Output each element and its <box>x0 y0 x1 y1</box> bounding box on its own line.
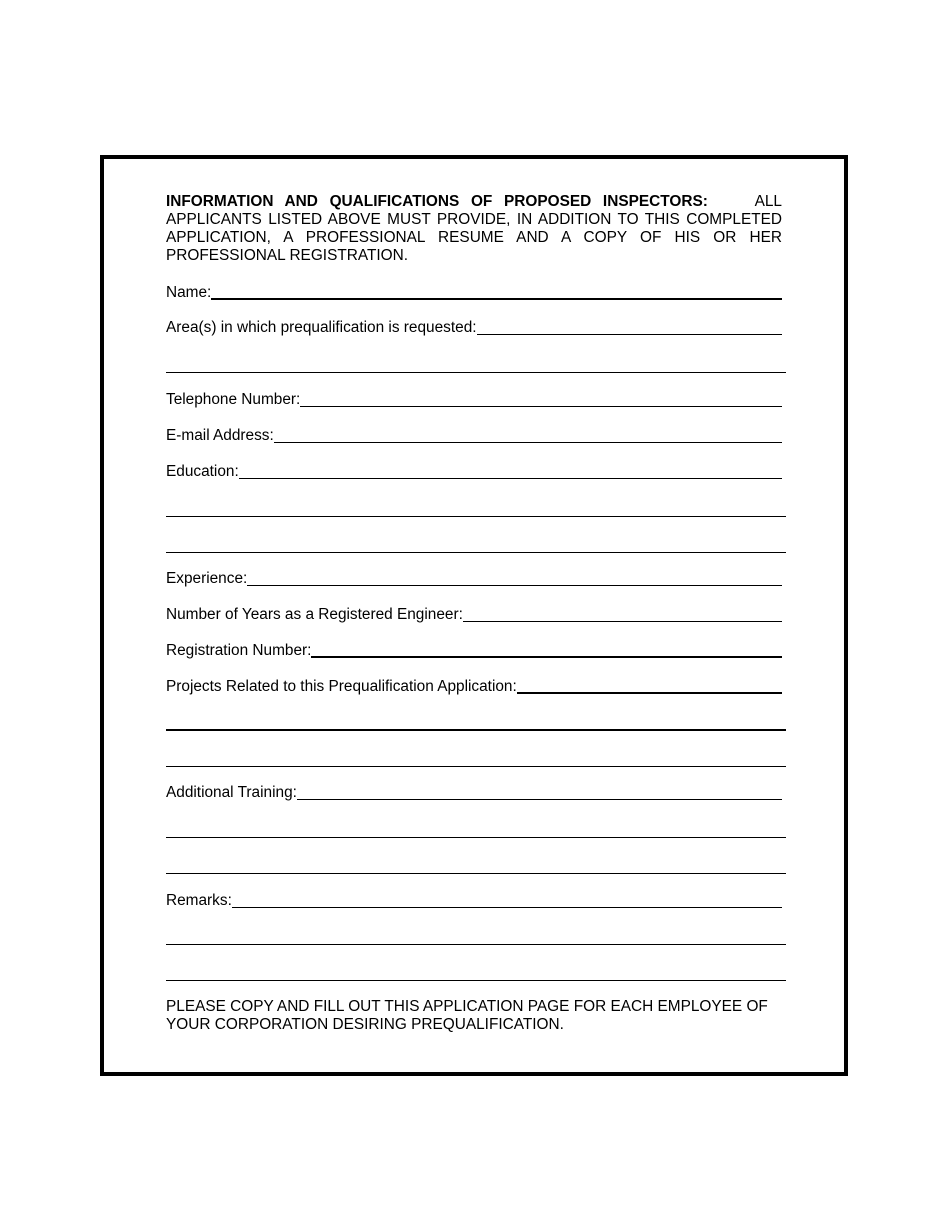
instructions-paragraph <box>166 193 782 265</box>
telephone-label: Telephone Number: <box>166 391 301 408</box>
name-field[interactable] <box>211 280 782 300</box>
telephone-row <box>166 387 782 409</box>
areas-row <box>166 315 782 337</box>
years-registered-row <box>166 602 782 624</box>
training-field[interactable] <box>297 781 782 800</box>
projects-continuation-line-1[interactable] <box>166 709 786 731</box>
training-label: Additional Training: <box>166 784 297 801</box>
experience-label: Experience: <box>166 570 248 587</box>
telephone-field[interactable] <box>300 388 782 407</box>
name-row <box>166 280 782 302</box>
remarks-field[interactable] <box>232 889 782 908</box>
remarks-row <box>166 888 782 910</box>
instructions-heading: INFORMATION AND QUALIFICATIONS OF PROPOSED INSPECTORS: <box>166 193 708 210</box>
email-label: E-mail Address: <box>166 427 274 444</box>
education-continuation-line-2[interactable] <box>166 532 786 553</box>
projects-row <box>166 674 782 696</box>
training-continuation-line-2[interactable] <box>166 853 786 874</box>
remarks-continuation-line-1[interactable] <box>166 924 786 945</box>
email-row <box>166 423 782 445</box>
projects-field[interactable] <box>517 674 782 694</box>
experience-field[interactable] <box>247 567 782 586</box>
email-field[interactable] <box>274 424 782 443</box>
name-label: Name: <box>166 284 212 301</box>
training-continuation-line-1[interactable] <box>166 817 786 838</box>
education-label: Education: <box>166 463 239 480</box>
registration-number-field[interactable] <box>311 638 782 658</box>
footer-note: PLEASE COPY AND FILL OUT THIS APPLICATION PAGE FOR EACH EMPLOYEE OF YOUR CORPORATION DESIRING PREQUALIFICATION. <box>166 998 768 1033</box>
projects-label: Projects Related to this Prequalification Application: <box>166 678 517 695</box>
remarks-label: Remarks: <box>166 892 232 909</box>
areas-field[interactable] <box>477 316 782 335</box>
training-row <box>166 780 782 802</box>
areas-label: Area(s) in which prequalification is requested: <box>166 319 477 336</box>
registration-number-label: Registration Number: <box>166 642 312 659</box>
areas-continuation-line[interactable] <box>166 352 786 373</box>
education-row <box>166 459 782 481</box>
remarks-continuation-line-2[interactable] <box>166 960 786 981</box>
years-registered-label: Number of Years as a Registered Engineer: <box>166 606 463 623</box>
years-registered-field[interactable] <box>463 603 782 622</box>
education-field[interactable] <box>239 460 782 479</box>
education-continuation-line-1[interactable] <box>166 496 786 517</box>
projects-continuation-line-2[interactable] <box>166 746 786 767</box>
instructions-body: ALL APPLICANTS LISTED ABOVE MUST PROVIDE, IN ADDITION TO THIS COMPLETED APPLICATION, A PROFESSIONAL RESUME AND A COPY OF HIS OR HER PROFESSIONAL REGISTRATION. <box>166 193 782 264</box>
experience-row <box>166 566 782 588</box>
registration-number-row <box>166 638 782 660</box>
